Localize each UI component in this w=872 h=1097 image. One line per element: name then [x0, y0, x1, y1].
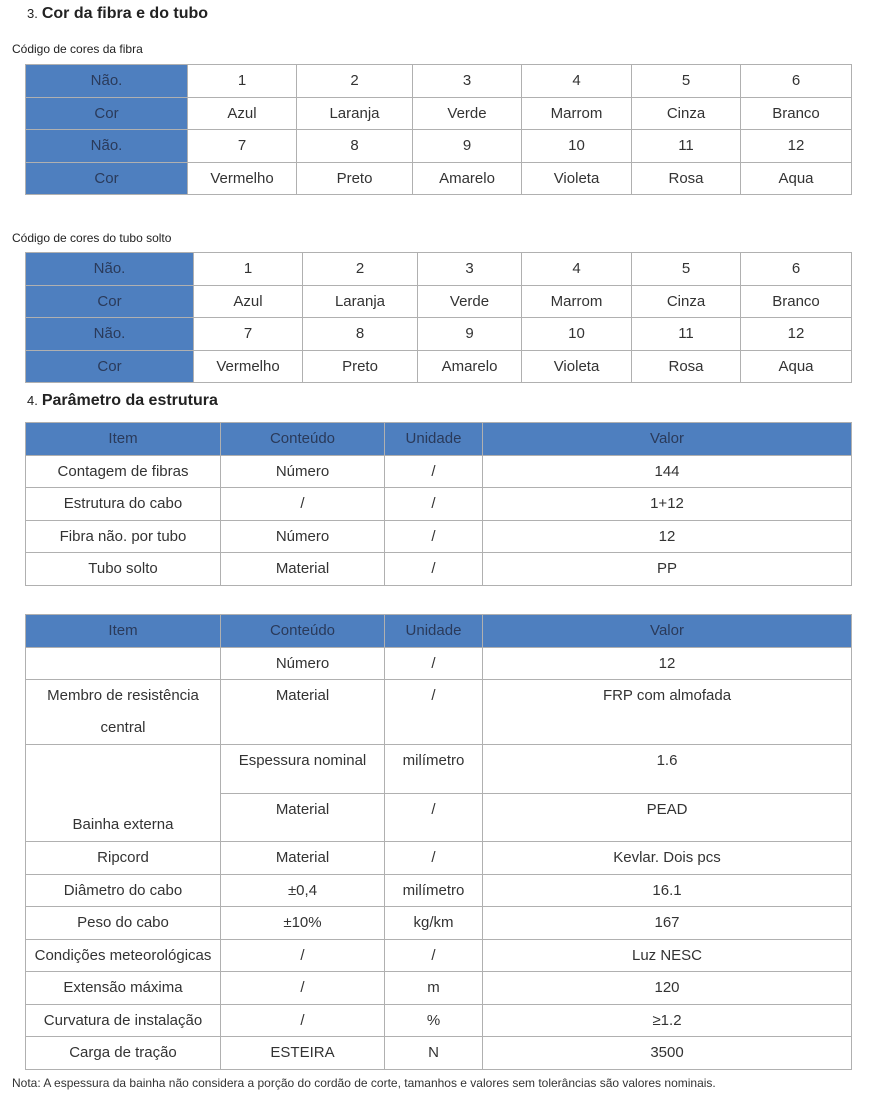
structure-table	[25, 422, 852, 586]
table-cell: milímetro	[385, 874, 483, 907]
table-cell: 5	[632, 65, 741, 98]
central-member-row	[26, 680, 852, 745]
table-row	[26, 285, 852, 318]
table-cell: Kevlar. Dois pcs	[483, 842, 852, 875]
section-4-heading	[27, 392, 218, 410]
table-cell: Ripcord	[26, 842, 221, 875]
table-cell: Violeta	[522, 162, 632, 195]
table-cell: 7	[194, 318, 303, 351]
table-cell: 167	[483, 907, 852, 940]
table-cell: 5	[632, 253, 741, 286]
table-cell: Carga de tração	[26, 1037, 221, 1070]
section-title: Parâmetro da estrutura	[41, 392, 218, 409]
fiber-color-caption: Código de cores da fibra	[12, 42, 143, 56]
table-cell: Azul	[188, 97, 297, 130]
row-label-cell: Não.	[26, 65, 188, 98]
table-cell: 3	[413, 65, 522, 98]
table-row	[26, 455, 852, 488]
header-row	[26, 423, 852, 456]
table-cell: 2	[297, 65, 413, 98]
table-cell: Vermelho	[188, 162, 297, 195]
table-cell: Rosa	[632, 350, 741, 383]
table-row	[26, 318, 852, 351]
table-cell: 120	[483, 972, 852, 1005]
table-cell: /	[221, 1004, 385, 1037]
table-cell: Amarelo	[413, 162, 522, 195]
fiber-color-table	[25, 64, 852, 195]
table-cell: /	[385, 488, 483, 521]
table-cell: Cinza	[632, 285, 741, 318]
row-label-cell: Não.	[26, 253, 194, 286]
table-cell: /	[385, 455, 483, 488]
parameter-body	[26, 615, 852, 1070]
table-cell: Preto	[303, 350, 418, 383]
table-cell: /	[385, 939, 483, 972]
row-label-cell: Não.	[26, 318, 194, 351]
table-cell: ESTEIRA	[221, 1037, 385, 1070]
table-cell: 9	[418, 318, 522, 351]
table-row	[26, 647, 852, 680]
table-cell: 12	[741, 318, 852, 351]
row-label-cell: Cor	[26, 285, 194, 318]
table-cell: Azul	[194, 285, 303, 318]
table-cell: Diâmetro do cabo	[26, 874, 221, 907]
item-line: Membro de resistência	[47, 687, 199, 704]
table-cell: 1	[188, 65, 297, 98]
table-cell: Número	[221, 455, 385, 488]
table-cell: Cinza	[632, 97, 741, 130]
table-cell: PP	[483, 553, 852, 586]
table-cell: ±10%	[221, 907, 385, 940]
table-row	[26, 488, 852, 521]
table-cell: Marrom	[522, 285, 632, 318]
table-cell: kg/km	[385, 907, 483, 940]
footnote: Nota: A espessura da bainha não considera a porção do cordão de corte, tamanhos e valores sem tolerâncias são valores nominais.	[12, 1076, 716, 1090]
table-cell: Branco	[741, 97, 852, 130]
table-row	[26, 842, 852, 875]
table-cell: 3	[418, 253, 522, 286]
table-cell: 10	[522, 130, 632, 163]
table-cell: N	[385, 1037, 483, 1070]
table-cell: /	[385, 842, 483, 875]
table-cell: 1	[194, 253, 303, 286]
table-row	[26, 553, 852, 586]
table-cell: 1.6	[483, 745, 852, 794]
table-cell: ±0,4	[221, 874, 385, 907]
section-number: 4.	[27, 393, 38, 408]
table-cell: Fibra não. por tubo	[26, 520, 221, 553]
table-cell: Peso do cabo	[26, 907, 221, 940]
header-cell: Conteúdo	[221, 615, 385, 648]
table-cell: Preto	[297, 162, 413, 195]
header-cell: Unidade	[385, 423, 483, 456]
table-cell: 11	[632, 318, 741, 351]
row-label-cell: Cor	[26, 162, 188, 195]
table-cell: ≥1.2	[483, 1004, 852, 1037]
table-cell: 4	[522, 253, 632, 286]
table-cell: Laranja	[303, 285, 418, 318]
table-cell: Amarelo	[418, 350, 522, 383]
table-cell: /	[221, 939, 385, 972]
table-row	[26, 162, 852, 195]
tube-color-caption: Código de cores do tubo solto	[12, 231, 172, 245]
table-cell: Branco	[741, 285, 852, 318]
table-row	[26, 350, 852, 383]
sheath-item-cell: Bainha externa	[26, 745, 221, 842]
table-cell: 6	[741, 253, 852, 286]
table-cell: 1+12	[483, 488, 852, 521]
table-cell: /	[221, 972, 385, 1005]
table-cell: /	[385, 553, 483, 586]
table-cell: Luz NESC	[483, 939, 852, 972]
table-cell: Espessura nominal	[221, 745, 385, 794]
table-cell: Número	[221, 520, 385, 553]
table-cell: Aqua	[741, 162, 852, 195]
table-cell: 10	[522, 318, 632, 351]
table-row	[26, 520, 852, 553]
table-cell: PEAD	[483, 794, 852, 842]
table-cell: Material	[221, 680, 385, 745]
header-cell: Item	[26, 615, 221, 648]
table-cell: /	[385, 520, 483, 553]
sheath-row	[26, 745, 852, 794]
row-label-cell: Cor	[26, 350, 194, 383]
section-number: 3.	[27, 6, 38, 21]
structure-body	[26, 423, 852, 586]
table-cell: Verde	[418, 285, 522, 318]
table-cell: 2	[303, 253, 418, 286]
table-row	[26, 1004, 852, 1037]
central-member-item-cell	[26, 680, 221, 745]
table-row	[26, 130, 852, 163]
table-cell: FRP com almofada	[483, 680, 852, 745]
header-cell: Conteúdo	[221, 423, 385, 456]
table-cell: Tubo solto	[26, 553, 221, 586]
table-cell: 12	[741, 130, 852, 163]
table-cell: Material	[221, 794, 385, 842]
table-cell: 16.1	[483, 874, 852, 907]
table-cell: milímetro	[385, 745, 483, 794]
table-cell: 3500	[483, 1037, 852, 1070]
table-cell: Condições meteorológicas	[26, 939, 221, 972]
table-cell: /	[385, 680, 483, 745]
table-cell: /	[221, 488, 385, 521]
table-row	[26, 939, 852, 972]
table-cell: Extensão máxima	[26, 972, 221, 1005]
table-cell: 4	[522, 65, 632, 98]
section-title: Cor da fibra e do tubo	[41, 5, 209, 22]
table-cell: 6	[741, 65, 852, 98]
table-row	[26, 65, 852, 98]
section-3-heading	[27, 5, 208, 23]
table-cell: 12	[483, 647, 852, 680]
header-cell: Unidade	[385, 615, 483, 648]
table-cell: /	[385, 794, 483, 842]
item-line: central	[100, 719, 146, 736]
table-cell: 9	[413, 130, 522, 163]
table-cell: Vermelho	[194, 350, 303, 383]
table-cell: Rosa	[632, 162, 741, 195]
header-row	[26, 615, 852, 648]
table-cell: Violeta	[522, 350, 632, 383]
table-cell: 8	[303, 318, 418, 351]
header-cell: Item	[26, 423, 221, 456]
table-cell: 7	[188, 130, 297, 163]
fiber-color-body	[26, 65, 852, 195]
table-cell: 8	[297, 130, 413, 163]
table-cell: Aqua	[741, 350, 852, 383]
table-cell: Contagem de fibras	[26, 455, 221, 488]
table-cell: /	[385, 647, 483, 680]
table-cell	[26, 647, 221, 680]
table-cell: Número	[221, 647, 385, 680]
table-cell: Marrom	[522, 97, 632, 130]
table-cell: Curvatura de instalação	[26, 1004, 221, 1037]
table-cell: 12	[483, 520, 852, 553]
table-row	[26, 907, 852, 940]
row-label-cell: Cor	[26, 97, 188, 130]
table-cell: 11	[632, 130, 741, 163]
table-cell: %	[385, 1004, 483, 1037]
table-row	[26, 874, 852, 907]
header-cell: Valor	[483, 615, 852, 648]
table-cell: Laranja	[297, 97, 413, 130]
table-row	[26, 97, 852, 130]
table-row	[26, 1037, 852, 1070]
table-row	[26, 253, 852, 286]
tube-color-body	[26, 253, 852, 383]
table-cell: 144	[483, 455, 852, 488]
table-cell: Verde	[413, 97, 522, 130]
table-cell: Material	[221, 842, 385, 875]
header-cell: Valor	[483, 423, 852, 456]
table-row	[26, 972, 852, 1005]
table-cell: m	[385, 972, 483, 1005]
table-cell: Estrutura do cabo	[26, 488, 221, 521]
table-cell: Material	[221, 553, 385, 586]
row-label-cell: Não.	[26, 130, 188, 163]
tube-color-table	[25, 252, 852, 383]
parameter-table	[25, 614, 852, 1070]
